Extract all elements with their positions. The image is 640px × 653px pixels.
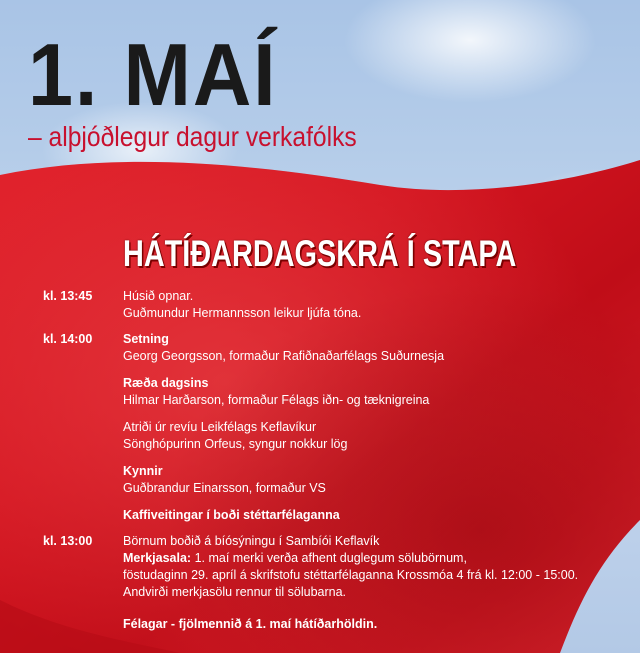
poster-title: 1. MAÍ bbox=[28, 25, 278, 124]
schedule-item-title: Ræða dagsins bbox=[123, 376, 209, 390]
schedule-text: Húsið opnar. bbox=[123, 289, 194, 303]
schedule-text: Guðbrandur Einarsson, formaður VS bbox=[123, 481, 326, 495]
merkjasala-label: Merkjasala: bbox=[123, 551, 192, 565]
schedule-item bbox=[123, 331, 633, 524]
schedule-time: kl. 13:45 bbox=[43, 289, 93, 303]
schedule-time: kl. 14:00 bbox=[43, 332, 93, 346]
schedule-text: Hilmar Harðarson, formaður Félags iðn- og tæknigreina bbox=[123, 393, 430, 407]
schedule-text: Atriði úr revíu Leikfélags Keflavíkur bbox=[123, 420, 317, 434]
schedule-text: Börnum boðið á bíósýningu í Sambíói Keflavík bbox=[123, 534, 380, 548]
closing-call: Félagar - fjölmennið á 1. maí hátíðarhöldin. bbox=[123, 617, 378, 631]
merkjasala-line bbox=[123, 550, 633, 567]
schedule-text: Sönghópurinn Orfeus, syngur nokkur lög bbox=[123, 437, 348, 451]
schedule-text: föstudaginn 29. apríl á skrifstofu stéttarfélaganna Krossmóa 4 frá kl. 12:00 - 15:00. bbox=[123, 568, 579, 582]
schedule-text: Andvirði merkjasölu rennur til sölubarna. bbox=[123, 585, 347, 599]
program-heading: HÁTÍÐARDAGSKRÁ Í STAPA bbox=[123, 233, 517, 274]
schedule-item bbox=[123, 288, 633, 322]
schedule-item-title: Kynnir bbox=[123, 464, 163, 478]
schedule-time: kl. 13:00 bbox=[43, 534, 93, 548]
poster-subtitle: – alþjóðlegur dagur verkafólks bbox=[28, 121, 357, 152]
schedule-text: Georg Georgsson, formaður Rafiðnaðarfélags Suðurnesja bbox=[123, 349, 445, 363]
schedule-item bbox=[123, 533, 633, 633]
schedule-text: 1. maí merki verða afhent duglegum sölubörnum, bbox=[191, 551, 467, 565]
schedule-item-title: Setning bbox=[123, 332, 169, 346]
schedule-text: Guðmundur Hermannsson leikur ljúfa tóna. bbox=[123, 306, 362, 320]
refreshments-note: Kaffiveitingar í boði stéttarfélaganna bbox=[123, 508, 340, 522]
